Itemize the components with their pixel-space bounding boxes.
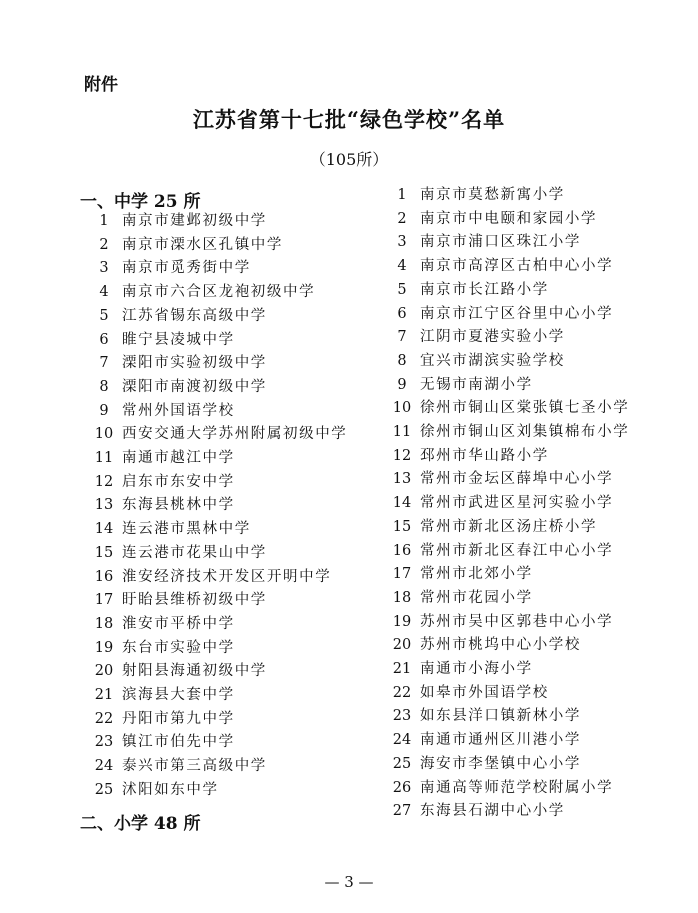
list-item	[384, 728, 581, 752]
school-name: 常州市花园小学	[420, 589, 533, 606]
school-name: 淮安市平桥中学	[122, 615, 235, 632]
school-name: 徐州市铜山区刘集镇棉布小学	[420, 424, 630, 440]
list-item	[384, 207, 597, 231]
total-count: （105所）	[309, 150, 389, 169]
list-item	[86, 399, 235, 423]
list-item	[86, 470, 235, 494]
school-name: 泰兴市第三高级中学	[122, 758, 267, 775]
list-item	[384, 302, 613, 326]
school-name: 如东县洋口镇新林小学	[420, 708, 581, 725]
school-name: 宜兴市湖滨实验学校	[420, 352, 565, 369]
item-number: 7	[397, 329, 407, 346]
page-title: 江苏省第十七批“绿色学校”名单	[192, 107, 506, 132]
item-number: 6	[397, 305, 407, 322]
school-name: 常州市武进区星河实验小学	[420, 495, 614, 512]
list-item	[384, 254, 613, 278]
list-item	[384, 704, 581, 728]
item-number: 10	[94, 426, 114, 443]
item-number: 21	[392, 661, 412, 677]
item-number: 15	[392, 518, 412, 535]
list-item	[86, 636, 235, 660]
school-name: 溧阳市南渡初级中学	[122, 378, 267, 395]
item-number: 27	[392, 803, 412, 820]
item-number: 15	[94, 544, 114, 561]
list-item	[86, 256, 251, 280]
list-item	[384, 349, 565, 373]
school-name: 镇江市伯先中学	[122, 734, 235, 751]
school-name: 东海县石湖中心小学	[420, 803, 565, 820]
item-number: 16	[94, 568, 114, 585]
item-number: 5	[397, 281, 407, 298]
item-number: 17	[392, 566, 412, 583]
item-number: 11	[94, 450, 114, 466]
school-name: 启东市东安中学	[122, 473, 235, 490]
list-item	[86, 730, 235, 754]
school-name: 东海县桃林中学	[122, 497, 235, 514]
school-name: 射阳县海通初级中学	[122, 663, 267, 680]
item-number: 11	[392, 424, 412, 440]
list-item	[86, 754, 267, 778]
school-name: 南京市长江路小学	[420, 281, 549, 298]
item-number: 25	[392, 755, 412, 772]
item-number: 3	[397, 234, 407, 251]
list-item	[86, 304, 267, 328]
school-name: 沭阳如东中学	[122, 781, 219, 798]
list-item	[384, 799, 565, 823]
list-item	[384, 325, 565, 349]
item-number: 23	[94, 734, 114, 751]
item-number: 24	[392, 732, 412, 749]
school-name: 南通高等师范学校附属小学	[420, 779, 614, 796]
list-item	[384, 776, 613, 800]
item-number: 7	[99, 355, 109, 372]
item-number: 8	[397, 352, 407, 369]
school-name: 连云港市黑林中学	[122, 521, 251, 538]
item-number: 4	[397, 258, 407, 275]
list-item	[86, 565, 331, 589]
list-item	[384, 396, 629, 420]
school-name: 常州市金坛区薛埠中心小学	[420, 471, 614, 488]
item-number: 24	[94, 758, 114, 775]
list-item	[86, 493, 235, 517]
item-number: 20	[392, 637, 412, 654]
list-item	[86, 659, 267, 683]
school-name: 徐州市铜山区棠张镇七圣小学	[420, 400, 630, 417]
item-number: 3	[99, 260, 109, 277]
primary-school-heading: 二、小学 48 所	[80, 814, 201, 834]
list-item	[86, 280, 315, 304]
list-item	[384, 633, 581, 657]
item-number: 2	[99, 236, 109, 253]
list-item	[86, 351, 267, 375]
school-name: 丹阳市第九中学	[122, 710, 235, 727]
list-item	[86, 375, 267, 399]
list-item	[384, 752, 581, 776]
list-item	[86, 588, 267, 612]
school-name: 淮安经济技术开发区开明中学	[122, 568, 332, 585]
item-number: 9	[99, 402, 109, 419]
list-item	[384, 657, 533, 681]
list-item	[86, 707, 235, 731]
item-number: 22	[94, 710, 114, 727]
school-name: 苏州市桃坞中心小学校	[420, 637, 581, 654]
school-name: 南通市越江中学	[122, 450, 235, 466]
list-item	[86, 683, 235, 707]
school-name: 常州市新北区春江中心小学	[420, 542, 614, 559]
list-item	[384, 444, 549, 468]
item-number: 10	[392, 400, 412, 417]
school-name: 江苏省锡东高级中学	[122, 307, 267, 324]
school-name: 邳州市华山路小学	[420, 447, 549, 464]
school-name: 溧阳市实验初级中学	[122, 355, 267, 372]
page-number: — 3 —	[324, 873, 374, 891]
school-name: 南京市觅秀街中学	[122, 260, 251, 277]
attachment-label: 附件	[84, 75, 118, 95]
item-number: 13	[392, 471, 412, 488]
item-number: 12	[94, 473, 114, 490]
item-number: 12	[392, 447, 412, 464]
list-item	[384, 586, 533, 610]
item-number: 1	[397, 187, 407, 203]
item-number: 16	[392, 542, 412, 559]
list-item	[384, 539, 613, 563]
school-name: 南京市莫愁新寓小学	[420, 187, 565, 203]
item-number: 4	[99, 284, 109, 301]
school-name: 常州市北郊小学	[420, 566, 533, 583]
school-name: 连云港市花果山中学	[122, 544, 267, 561]
item-number: 13	[94, 497, 114, 514]
list-item	[384, 681, 549, 705]
item-number: 18	[392, 589, 412, 606]
school-name: 常州外国语学校	[122, 402, 235, 419]
school-name: 滨海县大套中学	[122, 687, 235, 703]
item-number: 6	[99, 331, 109, 348]
list-item	[86, 422, 347, 446]
item-number: 2	[397, 210, 407, 227]
school-name: 南京市浦口区珠江小学	[420, 234, 581, 251]
school-name: 南京市建邺初级中学	[122, 213, 267, 229]
school-name: 南京市高淳区古柏中心小学	[420, 258, 614, 275]
school-name: 南通市通州区川港小学	[420, 732, 581, 749]
item-number: 9	[397, 376, 407, 393]
list-item	[384, 515, 597, 539]
middle-school-heading: 一、中学 25 所	[80, 192, 201, 212]
list-item	[384, 610, 613, 634]
school-name: 东台市实验中学	[122, 639, 235, 656]
list-item	[384, 420, 629, 444]
school-name: 盱眙县维桥初级中学	[122, 592, 267, 609]
item-number: 19	[392, 613, 412, 630]
item-number: 17	[94, 592, 114, 609]
list-item	[86, 446, 235, 470]
list-item	[86, 209, 267, 233]
list-item	[86, 517, 251, 541]
list-item	[384, 183, 565, 207]
school-name: 西安交通大学苏州附属初级中学	[122, 426, 348, 443]
list-item	[86, 541, 267, 565]
list-item	[384, 278, 549, 302]
school-name: 常州市新北区汤庄桥小学	[420, 518, 598, 535]
item-number: 22	[392, 684, 412, 701]
list-item	[384, 491, 613, 515]
item-number: 23	[392, 708, 412, 725]
school-name: 无锡市南湖小学	[420, 376, 533, 393]
school-name: 江阴市夏港实验小学	[420, 329, 565, 346]
item-number: 20	[94, 663, 114, 680]
list-item	[86, 778, 219, 802]
list-item	[384, 467, 613, 491]
item-number: 18	[94, 615, 114, 632]
school-name: 苏州市吴中区郭巷中心小学	[420, 613, 614, 630]
school-name: 南京市江宁区谷里中心小学	[420, 305, 614, 322]
item-number: 19	[94, 639, 114, 656]
item-number: 8	[99, 378, 109, 395]
school-name: 如皋市外国语学校	[420, 684, 549, 701]
school-name: 南京市中电颐和家园小学	[420, 210, 598, 227]
list-item	[86, 612, 235, 636]
item-number: 25	[94, 781, 114, 798]
list-item	[384, 562, 533, 586]
list-item	[86, 328, 235, 352]
item-number: 14	[392, 495, 412, 512]
item-number: 5	[99, 307, 109, 324]
item-number: 1	[99, 213, 109, 229]
school-name: 睢宁县凌城中学	[122, 331, 235, 348]
item-number: 26	[392, 779, 412, 796]
school-name: 南京市溧水区孔镇中学	[122, 236, 283, 253]
list-item	[86, 233, 283, 257]
school-name: 南通市小海小学	[420, 661, 533, 677]
school-name: 南京市六合区龙袍初级中学	[122, 284, 316, 301]
school-name: 海安市李堡镇中心小学	[420, 755, 581, 772]
list-item	[384, 373, 533, 397]
item-number: 14	[94, 521, 114, 538]
item-number: 21	[94, 687, 114, 703]
list-item	[384, 230, 581, 254]
